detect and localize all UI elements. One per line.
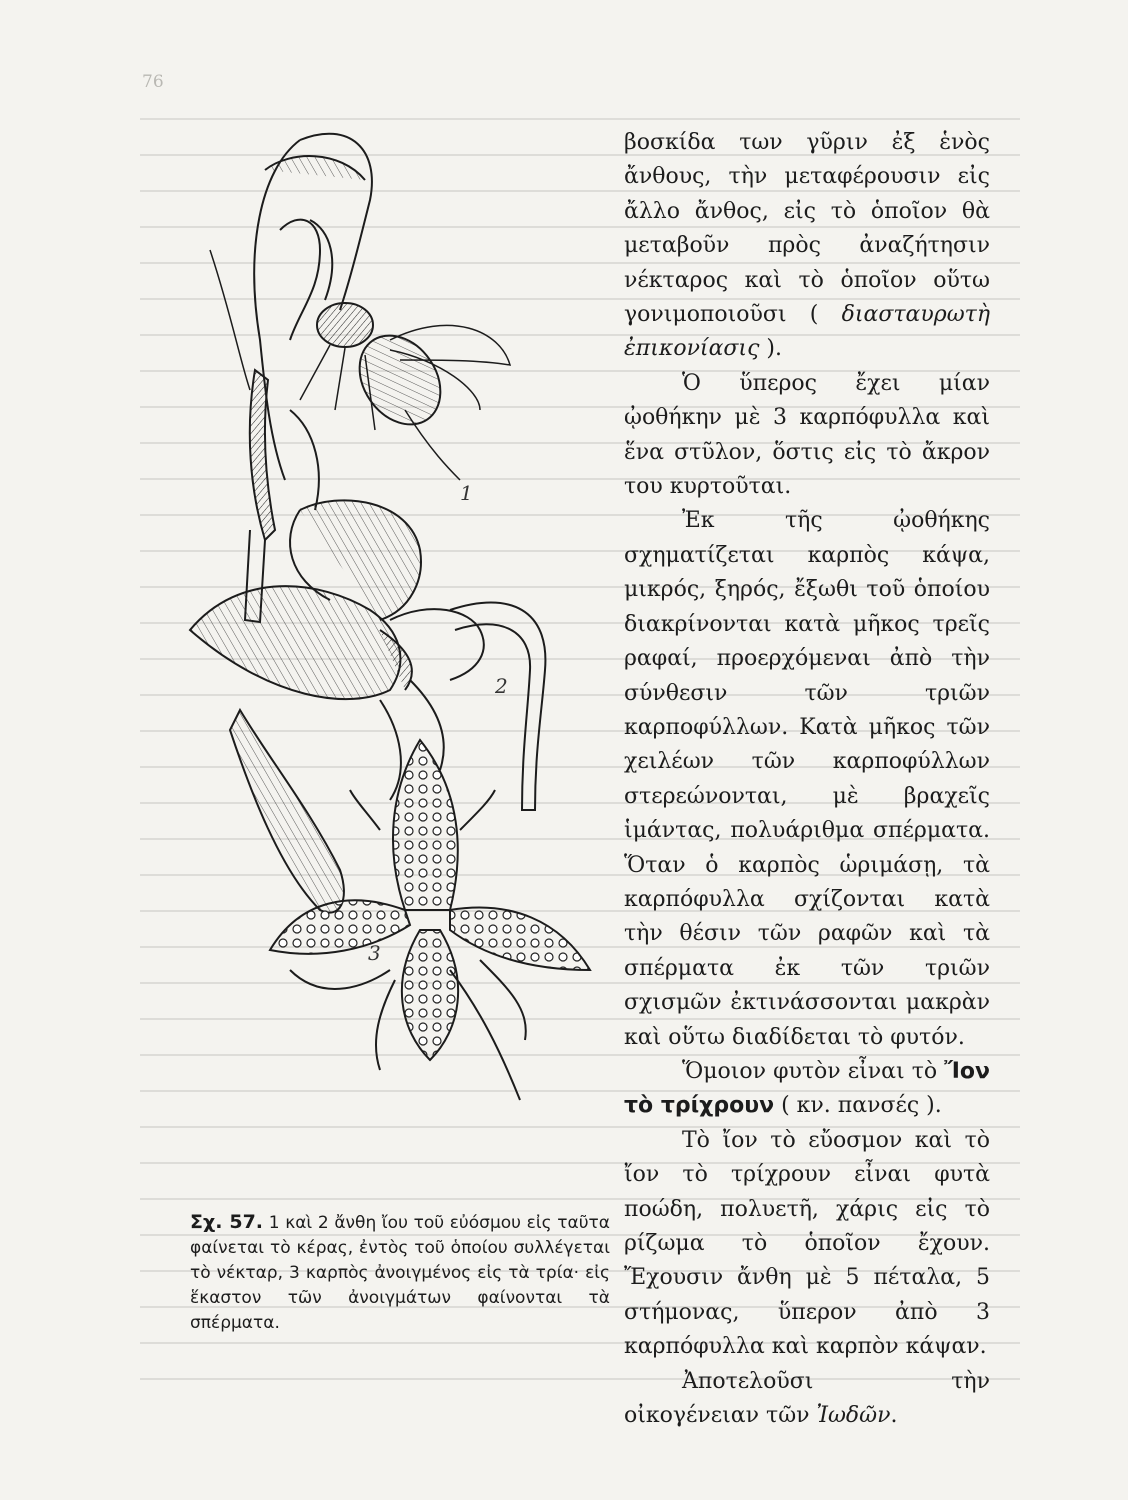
page-number: 76 <box>142 72 164 92</box>
body-text-column <box>624 126 990 1433</box>
paragraph-4-text: Ὅμοιον φυτὸν εἶναι τὸ <box>682 1058 945 1084</box>
figure-drawing <box>150 110 620 1130</box>
caption-label: Σχ. 57. <box>190 1211 264 1233</box>
paragraph-6-text: Ἀποτελοῦσι τὴν οἰκογένειαν τῶν <box>624 1368 990 1429</box>
paragraph-4 <box>624 1055 990 1124</box>
figure-label-1: 1 <box>460 481 473 505</box>
figure-caption <box>190 1210 610 1336</box>
term-cross-pollination: διασταυρωτὴ ἐπικονίασις <box>624 302 990 362</box>
figure-2-violet-flower <box>190 500 545 912</box>
term-violaceae: Ἰωδῶν <box>816 1403 891 1429</box>
paragraph-1-text: βοσκίδα των γῦριν ἐξ ἑνὸς ἄνθους, τὴν μεταφέρουσιν εἰς ἄλλο ἄνθος, εἰς τὸ ὁποῖον θὰ μεταβοῦν πρὸς ἀναζήτησιν νέκταρος καὶ τὸ ὁποῖον οὕτω γονιμοποιοῦσι ( <box>624 130 990 328</box>
figure-label-3: 3 <box>368 941 381 965</box>
paragraph-6-end: . <box>890 1403 898 1429</box>
paragraph-5: Τὸ ἴον τὸ εὔοσμον καὶ τὸ ἴον τὸ τρίχρουν εἶναι φυτὰ ποώδη, πολυετῆ, χάρις εἰς τὸ ρίζωμα τὸ ὁποῖον ἔχουν. Ἔχουσιν ἄνθη μὲ 5 πέταλα, 5 στήμονας, ὕπερον ἀπὸ 3 καρπόφυλλα καὶ καρπὸν κάψαν. <box>624 1127 990 1360</box>
paragraph-1-end: ). <box>759 336 782 362</box>
botanical-figure <box>150 110 620 1130</box>
figure-label-2: 2 <box>495 674 508 698</box>
paragraph-1 <box>624 126 990 367</box>
caption-text: 1 καὶ 2 ἄνθη ἴου τοῦ εὐόσμου εἰς ταῦτα φαίνεται τὸ κέρας, ἐντὸς τοῦ ὁποίου συλλέγεται τὸ νέκταρ, 3 καρπὸς ἀνοιγμένος εἰς τὰ τρία· εἰς ἕκαστον τῶν ἀνοιγμάτων φαίνονται τὰ σπέρματα. <box>190 1213 610 1333</box>
figure-3-open-capsule <box>270 740 590 1100</box>
paragraph-2: Ὁ ὕπερος ἔχει μίαν ᾠοθήκην μὲ 3 καρπόφυλλα καὶ ἕνα στῦλον, ὅστις εἰς τὸ ἄκρον του κυρτοῦται. <box>624 370 990 500</box>
paragraph-6 <box>624 1365 990 1434</box>
term-pansy: Ἴον τὸ τρίχρουν <box>624 1058 990 1119</box>
paragraph-3: Ἐκ τῆς ᾠοθήκης σχηματίζεται καρπὸς κάψα, μικρός, ξηρός, ἔξωθι τοῦ ὁποίου διακρίνονται κατὰ μῆκος τρεῖς ραφαί, προερχόμεναι ἀπὸ τὴν σύνθεσιν τῶν τριῶν καρποφύλλων. Κατὰ μῆκος τῶν χειλέων τῶν καρποφύλλων στερεώνονται, μὲ βραχεῖς ἱμάντας, πολυάριθμα σπέρματα. Ὅταν ὁ καρπὸς ὡριμάσῃ, τὰ καρπόφυλλα σχίζονται κατὰ τὴν θέσιν τῶν ραφῶν καὶ τὰ σπέρματα ἐκ τῶν τριῶν σχισμῶν ἐκτινάσσονται μακρὰν καὶ οὕτω διαδίδεται τὸ φυτόν. <box>624 508 990 1050</box>
paragraph-4-end: ( κν. πανσές ). <box>774 1093 942 1119</box>
